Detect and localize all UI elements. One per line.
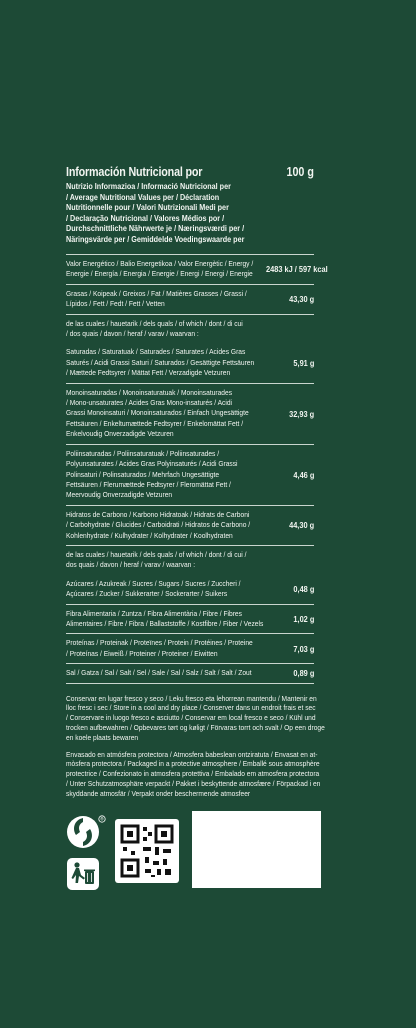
text-line: de las cuales / hauetarik / dels quals / of which / dont / di cui	[66, 318, 243, 328]
text-line: Monoinsaturadas / Monoinsaturatuak / Monoinsaturades	[66, 387, 233, 397]
nutrient-value: 0,89 g	[293, 668, 314, 679]
nutrient-row	[66, 445, 314, 505]
text-line: Hidratos de Carbono / Karbono Hidratoak / Hidrats de Carboni	[66, 509, 250, 519]
nutrient-label	[66, 578, 241, 600]
text-line: Fettsäuren / Enkeltumættede Fedtsyrer / Enkelomättat Fett /	[66, 418, 244, 428]
text-line: trocken aufbewahren / Opbevares tørt og køligt / Förvaras torrt och svalt / Op een droge	[66, 722, 325, 732]
nutrient-label	[66, 449, 237, 501]
nutrient-value: 7,03 g	[293, 643, 314, 654]
divider	[66, 633, 314, 634]
text-line: Grasas / Koipeak / Greixos / Fat / Matières Grasses / Grassi /	[66, 288, 247, 298]
text-line: dos quais / davon / heraf / varav / waarvan :	[66, 560, 196, 570]
text-line: Poliinsaturadas / Poliinsaturatuak / Poliinsaturades /	[66, 448, 220, 458]
text-line: Lípidos / Fett / Fedt / Fett / Vetten	[66, 299, 165, 309]
text-line: / Average Nutritional Values per / Déclaration	[66, 191, 220, 202]
recycling-icons	[66, 815, 105, 897]
text-line: Azúcares / Azukreak / Sucres / Sugars / Sucres / Zuccheri /	[66, 578, 241, 588]
text-line: Fibra Alimentaria / Zuntza / Fibra Alimentària / Fibre / Fibres	[66, 608, 242, 618]
text-line: lloc fresc i sec / Store in a cool and dry place / Conserver dans un endroit frais et sec	[66, 703, 316, 713]
text-line: / Mættede Fedtsyrer / Mättat Fett / Verzadigde Vetzuren	[66, 368, 231, 378]
nutrient-value: 1,02 g	[293, 613, 314, 624]
nutrient-row	[66, 664, 314, 682]
text-line: Sal / Gatza / Sal / Salt / Sel / Sale / Sal / Salz / Salt / Salt / Zout	[66, 668, 252, 678]
nutrient-value: 43,30 g	[288, 294, 314, 305]
qr-code-icon	[115, 819, 179, 883]
nutrient-value: 0,48 g	[293, 584, 314, 595]
divider	[66, 314, 314, 315]
divider	[66, 383, 314, 384]
text-line: Polyunsaturates / Acides Gras Polyinsaturés / Acidi Grassi	[66, 459, 238, 469]
nutrient-value: 2483 kJ / 597 kcal	[266, 264, 328, 275]
text-line: / Carbohydrate / Glucides / Carboidrati / Hidratos de Carbono /	[66, 520, 251, 530]
text-line: Proteínas / Proteinak / Proteïnes / Protein / Protéines / Proteine	[66, 638, 253, 648]
divider	[66, 604, 314, 605]
qr-code-graphic	[115, 819, 179, 883]
nutrient-row	[66, 347, 314, 382]
divider	[66, 254, 314, 255]
text-line: Nutrizio Informazioa / Informació Nutricional per	[66, 181, 231, 191]
text-line: mòsfera protectora / Packaged in a protective atmosphere / Emballé sous atmosphère	[66, 759, 320, 769]
nutrient-label	[66, 638, 253, 659]
nutrient-row	[66, 255, 328, 284]
text-line: Saturés / Acidi Grassi Saturi / Saturados / Gesättigte Fettsäuren	[66, 357, 255, 367]
row-note	[66, 319, 289, 348]
divider	[66, 683, 314, 684]
nutrition-header	[66, 165, 314, 179]
text-line: Grassi Monoinsaturi / Monoinsaturados / Einfach Ungesättigte	[66, 408, 249, 418]
text-line: Kohlenhydrate / Kulhydrater / Kolhydrater / Koolhydraten	[66, 530, 233, 540]
storage-paragraph	[66, 693, 325, 743]
text-line: Envasado en atmósfera protectora / Atmosfera babeslean ontziratuta / Envasat en at-	[66, 749, 318, 759]
text-line: Näringsvärde per / Gemiddelde Voedingswaarde per	[66, 233, 245, 244]
tidyman-icon	[66, 857, 100, 891]
nutrient-row-group	[66, 546, 314, 604]
text-line: / Conservare in luogo fresco e asciutto / Conservar em local fresco e seco / Kühl und	[66, 713, 316, 723]
nutrient-value: 44,30 g	[288, 520, 314, 531]
text-line: Energie / Energía / Energia / Energie / Energi / Energi / Energie	[66, 269, 253, 279]
divider	[66, 284, 314, 285]
registered-mark: ®	[99, 816, 105, 822]
text-line: / dos quais / davon / heraf / varav / waarvan :	[66, 329, 199, 339]
serving-size: 100 g	[286, 165, 314, 179]
nutrient-row	[66, 605, 314, 634]
storage-paragraph	[66, 749, 321, 799]
nutrient-value: 32,93 g	[288, 408, 314, 419]
text-line: / Proteínas / Eiweiß / Proteiner / Proteiner / Eiwitten	[66, 648, 218, 658]
divider	[66, 444, 314, 445]
text-line: skyddande atmosfär / Verpakt onder beschermende atmosfeer	[66, 788, 251, 798]
text-line: Meervoudig Onverzadigde Vetzuren	[66, 490, 173, 500]
divider	[66, 505, 314, 506]
storage-instructions	[66, 693, 325, 799]
nutrition-subtitle	[66, 181, 313, 244]
text-line: de las cuales / hauetarik / dels quals / of which / dont / di cui /	[66, 549, 247, 559]
nutrient-label	[66, 259, 254, 280]
nutrient-value: 4,46 g	[293, 469, 314, 480]
nutrient-label	[66, 347, 255, 378]
nutrient-value: 5,91 g	[293, 358, 314, 369]
nutrient-row	[66, 634, 314, 663]
nutrition-title: Información Nutricional por	[66, 165, 203, 179]
nutrient-label	[66, 288, 247, 310]
nutrient-row-group	[66, 315, 314, 383]
text-line: Polinsaturi / Polinsaturados / Mehrfach Ungesättigte	[66, 469, 220, 479]
nutrition-table	[66, 254, 328, 684]
text-line: Enkelvoudig Onverzadigde Vetzuren	[66, 429, 174, 439]
nutrition-panel	[66, 165, 328, 806]
text-line: Conservar en lugar fresco y seco / Leku fresco eta lehorrean mantendu / Mantenir en	[66, 693, 317, 703]
text-line: Saturadas / Saturatuak / Saturades / Saturates / Acides Gras	[66, 347, 246, 357]
row-note	[66, 550, 289, 579]
text-line: Nutritionnelle pour / Valori Nutrizionali Medi per	[66, 202, 229, 212]
text-line: / Unter Schutzatmosphäre verpackt / Pakket i beskyttende atmosfære / Förpackad i en	[66, 778, 321, 788]
text-line: en koele plaats bewaren	[66, 732, 139, 742]
nutrient-row	[66, 579, 314, 604]
blank-label-area	[192, 811, 321, 888]
green-dot-icon	[66, 815, 106, 851]
nutrient-label	[66, 668, 252, 678]
divider	[66, 663, 314, 664]
text-line: Alimentaires / Fibre / Fibra / Ballaststoffe / Kostfibre / Fiber / Vezels	[66, 618, 264, 628]
text-line: protectrice / Confezionato in atmosfera protettiva / Embalado em atmosfera protectora	[66, 769, 320, 779]
text-line: / Mono-unsaturates / Acides Gras Mono-insaturés / Acidi	[66, 398, 233, 408]
text-line: Fettsäuren / Flerumættede Fedtsyrer / Fleromättat Fett /	[66, 479, 231, 489]
nutrient-row	[66, 506, 314, 545]
nutrient-row	[66, 384, 314, 444]
text-line: Durchschnittliche Nährwerte je / Næringsværdi per /	[66, 223, 245, 233]
divider	[66, 545, 314, 546]
text-line: Açúcares / Zucker / Sukkerarter / Sockerarter / Suikers	[66, 589, 228, 599]
nutrient-label	[66, 608, 264, 630]
text-line: Valor Energético / Balio Energetikoa / Valor Energètic / Energy /	[66, 259, 254, 268]
nutrient-label	[66, 509, 251, 541]
nutrient-row	[66, 285, 314, 314]
nutrient-label	[66, 387, 249, 440]
text-line: / Declaração Nutricional / Valores Médios por /	[66, 212, 225, 223]
